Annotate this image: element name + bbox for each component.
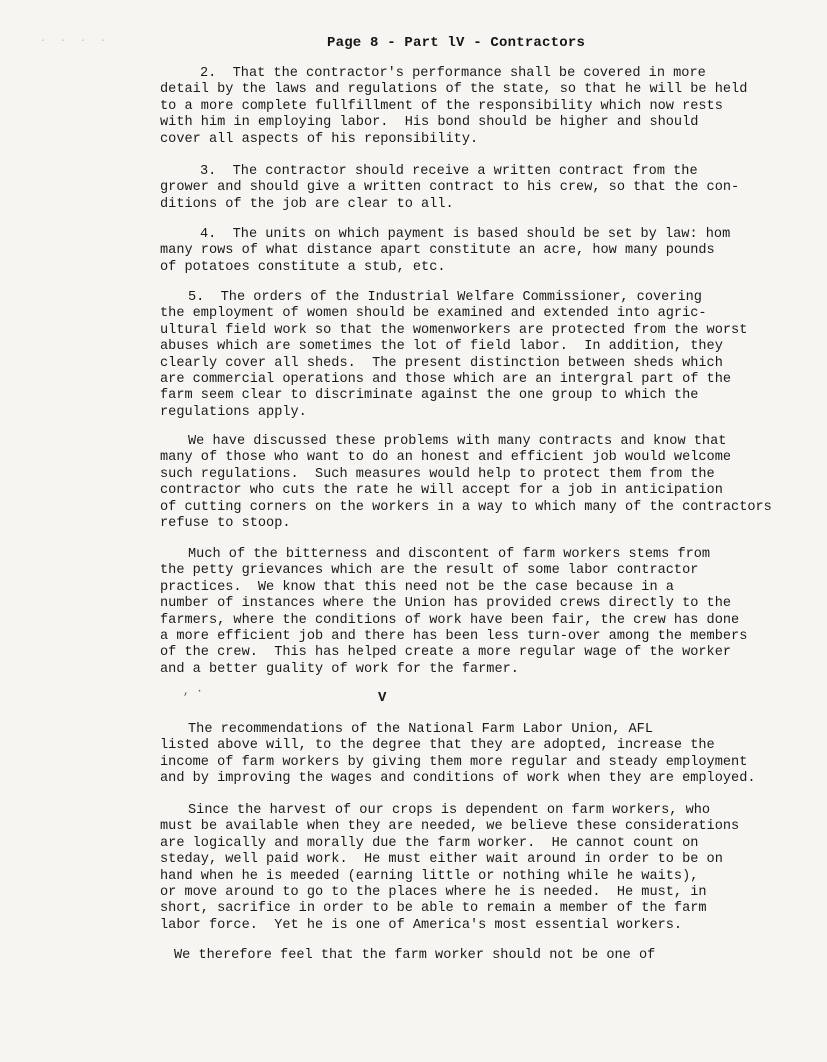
text-line: and by improving the wages and conditions of work when they are employed. xyxy=(160,771,756,787)
margin-specks: , · xyxy=(183,686,203,698)
text-line: ditions of the job are clear to all. xyxy=(160,196,454,212)
paragraph-5 xyxy=(160,290,810,421)
text-line: 2. That the contractor's performance shall be covered in more xyxy=(200,66,706,81)
text-line: of potatoes constitute a stub, etc. xyxy=(160,259,446,275)
text-line: number of instances where the Union has provided crews directly to the xyxy=(160,596,732,612)
text-line: many of those who want to do an honest and efficient job would welcome xyxy=(160,450,732,466)
text-line: are commercial operations and those which are an intergral part of the xyxy=(160,372,732,388)
text-line: abuses which are sometimes the lot of field labor. In addition, they xyxy=(160,339,723,355)
text-line: Much of the bitterness and discontent of farm workers stems from xyxy=(188,547,711,562)
paragraph-3 xyxy=(160,164,810,213)
text-line: of cutting corners on the workers in a way to which many of the contractors xyxy=(160,499,772,515)
text-line: with him in employing labor. His bond should be higher and should xyxy=(160,115,699,131)
text-line: refuse to stoop. xyxy=(160,516,291,532)
text-line: many rows of what distance apart constitute an acre, how many pounds xyxy=(160,243,715,259)
text-line: the petty grievances which are the result of some labor contractor xyxy=(160,563,699,579)
text-line: regulations apply. xyxy=(160,404,307,420)
text-line: hand when he is meeded (earning little or nothing while he waits), xyxy=(160,868,699,884)
text-line: short, sacrifice in order to be able to remain a member of the farm xyxy=(160,901,707,917)
bleed-through-shadow xyxy=(110,975,750,1055)
paragraph-10 xyxy=(160,948,810,964)
text-line: We therefore feel that the farm worker should not be one of xyxy=(174,948,656,963)
text-line: or move around to go to the places where he is needed. He must, in xyxy=(160,885,707,901)
text-line: Since the harvest of our crops is dependent on farm workers, who xyxy=(188,803,711,818)
text-line: must be available when they are needed, we believe these considerations xyxy=(160,819,740,835)
margin-specks: · · · · xyxy=(40,36,111,47)
text-line: cover all aspects of his reponsibility. xyxy=(160,131,479,147)
text-line: to a more complete fullfillment of the responsibility which now rests xyxy=(160,98,723,114)
text-line: labor force. Yet he is one of America's most essential workers. xyxy=(160,917,683,933)
text-line: grower and should give a written contract to his crew, so that the con- xyxy=(160,180,740,196)
text-line: a more efficient job and there has been less turn-over among the members xyxy=(160,629,748,645)
text-line: of the crew. This has helped create a more regular wage of the worker xyxy=(160,645,732,661)
paragraph-6 xyxy=(160,434,810,532)
text-line: the employment of women should be examined and extended into agric- xyxy=(160,306,707,322)
text-line: clearly cover all sheds. The present distinction between sheds which xyxy=(160,355,723,371)
text-line: 3. The contractor should receive a written contract from the xyxy=(200,164,698,179)
text-line: contractor who cuts the rate he will accept for a job in anticipation xyxy=(160,483,723,499)
text-line: are logically and morally due the farm worker. He cannot count on xyxy=(160,835,699,851)
text-line: farm seem clear to discriminate against the one group to which the xyxy=(160,388,699,404)
text-line: 5. The orders of the Industrial Welfare Commissioner, covering xyxy=(188,290,702,305)
paragraph-4 xyxy=(160,227,810,276)
text-line: ultural field work so that the womenworkers are protected from the worst xyxy=(160,322,748,338)
paragraph-9 xyxy=(160,803,810,934)
section-numeral: V xyxy=(378,690,387,706)
text-line: farmers, where the conditions of work have been fair, the crew has done xyxy=(160,612,740,628)
text-line: listed above will, to the degree that they are adopted, increase the xyxy=(160,738,715,754)
text-line: income of farm workers by giving them more regular and steady employment xyxy=(160,754,748,770)
text-line: such regulations. Such measures would help to protect them from the xyxy=(160,466,715,482)
text-line: 4. The units on which payment is based should be set by law: hom xyxy=(200,227,731,242)
text-line: The recommendations of the National Farm Labor Union, AFL xyxy=(188,722,653,737)
page-header: Page 8 - Part lV - Contractors xyxy=(327,35,586,51)
text-line: and a better guality of work for the farmer. xyxy=(160,661,519,677)
text-line: detail by the laws and regulations of the state, so that he will be held xyxy=(160,82,748,98)
text-line: practices. We know that this need not be the case because in a xyxy=(160,579,674,595)
text-line: steday, well paid work. He must either wait around in order to be on xyxy=(160,852,723,868)
paragraph-7 xyxy=(160,547,810,678)
text-line: We have discussed these problems with many contracts and know that xyxy=(188,434,727,449)
paragraph-2 xyxy=(160,66,810,148)
paragraph-8 xyxy=(160,722,810,788)
